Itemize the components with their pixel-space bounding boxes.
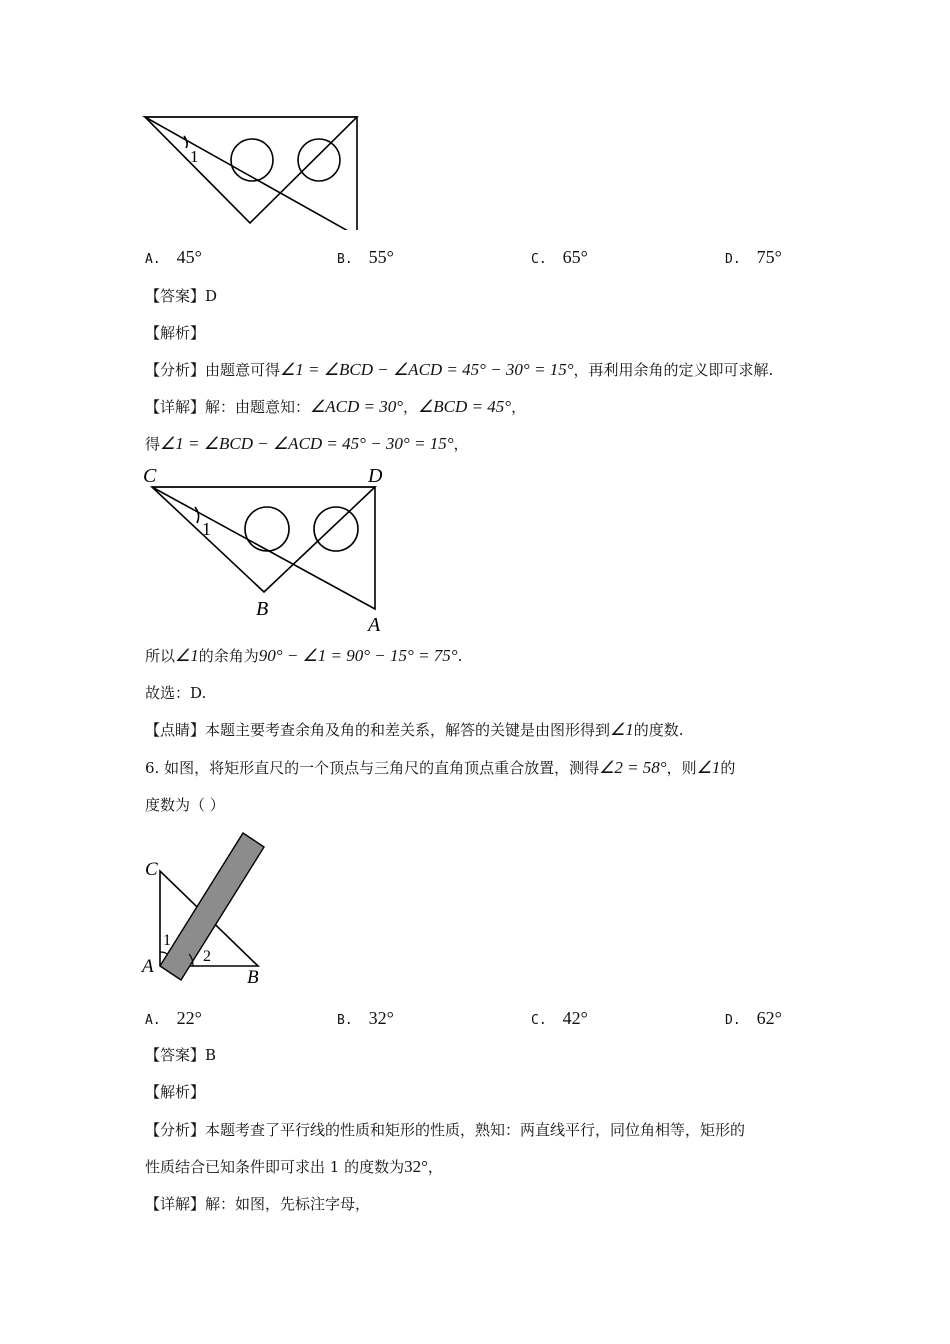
option-d: D. 75° [725, 247, 782, 267]
point-a-label: A [142, 956, 154, 977]
option-b: B. 32° [337, 1008, 394, 1028]
angle-label-1: 1 [190, 147, 199, 166]
angle-arc-1 [184, 136, 187, 148]
triangle-ruler-figure-1 [140, 110, 365, 230]
circle-hole-left [231, 139, 273, 181]
ruler-triangle-figure [140, 828, 280, 988]
point-b-label: B [247, 967, 259, 988]
question5-options [145, 247, 825, 271]
answer-line: 【答案】D [145, 287, 218, 305]
angle-label-1: 1 [202, 519, 211, 539]
point-c-label: C [143, 465, 157, 487]
point-b-label: B [256, 598, 269, 620]
analysis-heading: 【解析】 [145, 324, 206, 342]
circle-hole-left [245, 507, 289, 551]
ruler-rectangle [160, 833, 264, 980]
analysis-line2-q6: 性质结合已知条件即可求出 1 的度数为32°， [145, 1157, 443, 1176]
analysis-line1-q6: 【分析】本题考查了平行线的性质和矩形的性质，熟知：两直线平行，同位角相等，矩形的 [145, 1121, 746, 1139]
circle-hole-right [298, 139, 340, 181]
option-c: C. 65° [531, 247, 588, 267]
angle-label-2: 2 [203, 948, 211, 965]
comment-line: 【点睛】本题主要考查余角及角的和差关系，解答的关键是由图形得到∠1的度数. [145, 720, 684, 739]
angle-arc-1 [195, 507, 199, 523]
question6-stem-line1: 6. 如图，将矩形直尺的一个顶点与三角尺的直角顶点重合放置，测得∠2 = 58°，则∠1的 [145, 758, 736, 777]
triangle-45 [145, 117, 357, 223]
choice-line: 故选：D. [145, 684, 207, 702]
circle-hole-right [314, 507, 358, 551]
detail-line: 【详解】解：由题意知：∠ACD = 30°，∠BCD = 45°， [145, 397, 527, 416]
triangle-ruler-figure-2 [140, 462, 390, 637]
point-c-label: C [145, 859, 158, 880]
angle-label-1: 1 [163, 932, 171, 949]
point-d-label: D [368, 465, 383, 487]
question6-options [145, 1008, 825, 1032]
question6-stem-line2: 度数为（ ） [145, 796, 225, 814]
step-line: 得∠1 = ∠BCD − ∠ACD = 45° − 30° = 15°， [145, 434, 469, 453]
option-d: D. 62° [725, 1008, 782, 1028]
point-a-label: A [368, 614, 381, 636]
triangle-bcd [152, 487, 375, 592]
triangle-30 [145, 117, 357, 230]
option-c: C. 42° [531, 1008, 588, 1028]
analysis-heading-q6: 【解析】 [145, 1083, 206, 1101]
angle-arc-1 [160, 952, 167, 954]
option-a: A. 22° [145, 1008, 202, 1028]
analysis-line: 【分析】由题意可得∠1 = ∠BCD − ∠ACD = 45° − 30° = 15°，再利用余角的定义即可求解. [145, 360, 774, 379]
option-a: A. 45° [145, 247, 202, 267]
conclusion-line: 所以∠1的余角为90° − ∠1 = 90° − 15° = 75°. [145, 646, 463, 665]
detail-line-q6: 【详解】解：如图，先标注字母， [145, 1195, 371, 1213]
option-b: B. 55° [337, 247, 394, 267]
answer-line-q6: 【答案】B [145, 1046, 217, 1064]
